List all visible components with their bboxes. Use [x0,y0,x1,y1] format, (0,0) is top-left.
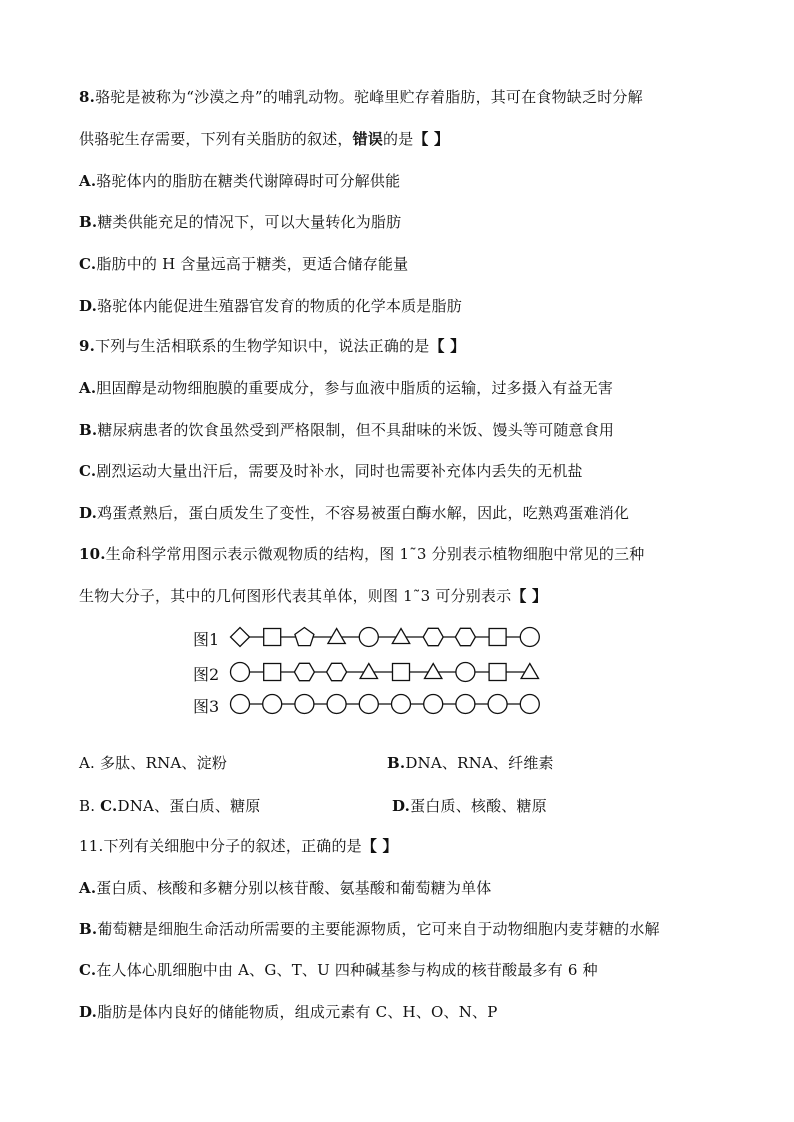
triangle-monomer [360,664,377,679]
option-letter: A. [79,379,97,397]
option-letter: A. [79,754,96,772]
option-text: 骆驼体内的脂肪在糖类代谢障碍时可分解供能 [96,172,401,190]
circle-monomer [520,628,539,647]
option-text: 葡萄糖是细胞生命活动所需要的主要能源物质，它可来自于动物细胞内麦芽糖的水解 [97,920,660,938]
triangle-monomer [328,629,345,644]
option-letter: D. [79,297,98,315]
circle-monomer [327,695,346,714]
q11-option-a [79,877,491,898]
q8-stem-text-2b: 的是 [383,130,414,148]
option-text: 糖尿病患者的饮食虽然受到严格限制，但不具甜味的米饭、馒头等可随意食用 [97,421,615,439]
q10-option-a [79,752,227,773]
option-letter: B. [387,754,406,772]
circle-monomer [520,695,539,714]
q9-stem-text: 下列与生活相联系的生物学知识中，说法正确的是 [95,337,430,355]
circle-monomer [263,695,282,714]
q11-number: 11. [79,837,104,855]
option-text: 骆驼体内能促进生殖器官发育的物质的化学本质是脂肪 [97,297,462,315]
option-text: 脂肪是体内良好的储能物质，组成元素有 C、H、O、N、P [97,1003,498,1021]
circle-monomer [359,628,378,647]
q11-option-b [79,918,660,939]
q8-stem-text-1: 骆驼是被称为“沙漠之舟”的哺乳动物。驼峰里贮存着脂肪，其可在食物缺乏时分解 [95,88,643,106]
option-text: 蛋白质、核酸、糖原 [410,797,547,815]
option-letter: C. [100,797,118,815]
q10-option-c [79,795,260,816]
q10-option-b [387,752,554,773]
square-monomer [264,664,281,681]
figure-3-label: 图3 [193,697,220,716]
figure-1-label: 图1 [193,630,220,649]
triangle-monomer [425,664,442,679]
circle-monomer [359,695,378,714]
q8-stem-text-2a: 供骆驼生存需要，下列有关脂肪的叙述， [79,130,353,148]
pentagon-monomer [295,628,314,646]
q10-stem-text-2: 生物大分子，其中的几何图形代表其单体，则图 1˜3 可分别表示 [79,587,512,605]
option-letter: B. [79,920,98,938]
circle-monomer [424,695,443,714]
option-letter: C. [79,462,97,480]
q11-option-d [79,1001,498,1022]
figure-1-chain [231,628,540,647]
circle-monomer [456,663,475,682]
q10-stem-text-1: 生命科学常用图示表示微观物质的结构，图 1˜3 分别表示植物细胞中常见的三种 [105,545,645,563]
q10-option-d [392,795,547,816]
option-letter: A. [79,172,97,190]
q8-answer-bracket: 【 】 [413,130,450,148]
q11-option-c [79,959,598,980]
option-letter: C. [79,961,97,979]
circle-monomer [456,695,475,714]
figure-2-chain [231,663,539,682]
option-prefix: B. [79,797,96,815]
circle-monomer [488,695,507,714]
hexagon-monomer [455,628,475,645]
triangle-monomer [521,664,538,679]
circle-monomer [295,695,314,714]
square-monomer [489,629,506,646]
figure-2-label: 图2 [193,665,220,684]
q11-answer-bracket: 【 】 [361,837,398,855]
hexagon-monomer [423,628,443,645]
option-text: DNA、RNA、纤维素 [405,754,554,772]
option-letter: D. [392,797,411,815]
hexagon-monomer [294,663,314,680]
figure-3-chain [231,695,540,714]
option-text: 糖类供能充足的情况下，可以大量转化为脂肪 [97,213,402,231]
option-text: 胆固醇是动物细胞膜的重要成分，参与血液中脂质的运输，过多摄入有益无害 [96,379,614,397]
circle-monomer [392,695,411,714]
option-letter: D. [79,1003,98,1021]
option-text: 多肽、RNA、淀粉 [99,754,228,772]
option-text: 鸡蛋煮熟后，蛋白质发生了变性，不容易被蛋白酶水解，因此，吃熟鸡蛋难消化 [97,504,630,522]
q10-answer-bracket: 【 】 [511,587,548,605]
square-monomer [489,664,506,681]
q10-number: 10. [79,545,106,563]
circle-monomer [231,695,250,714]
q8-stem-emphasis: 错误 [352,130,384,148]
option-letter: B. [79,213,98,231]
q8-number: 8. [79,88,96,106]
option-text: 剧烈运动大量出汗后，需要及时补水，同时也需要补充体内丢失的无机盐 [96,462,583,480]
q9-answer-bracket: 【 】 [429,337,466,355]
hexagon-monomer [327,663,347,680]
q11-stem [79,835,398,856]
square-monomer [264,629,281,646]
option-letter: A. [79,879,97,897]
option-text: 脂肪中的 H 含量远高于糖类，更适合储存能量 [96,255,409,273]
q9-number: 9. [79,337,96,355]
option-letter: C. [79,255,97,273]
circle-monomer [231,663,250,682]
diamond-monomer [231,628,250,647]
option-text: 蛋白质、核酸和多糖分别以核苷酸、氨基酸和葡萄糖为单体 [96,879,492,897]
option-letter: D. [79,504,98,522]
square-monomer [393,664,410,681]
q11-stem-text: 下列有关细胞中分子的叙述，正确的是 [103,837,362,855]
triangle-monomer [392,629,409,644]
option-text: 在人体心肌细胞中由 A、G、T、U 四种碱基参与构成的核苷酸最多有 6 种 [96,961,598,979]
option-letter: B. [79,421,98,439]
option-text: DNA、蛋白质、糖原 [117,797,261,815]
